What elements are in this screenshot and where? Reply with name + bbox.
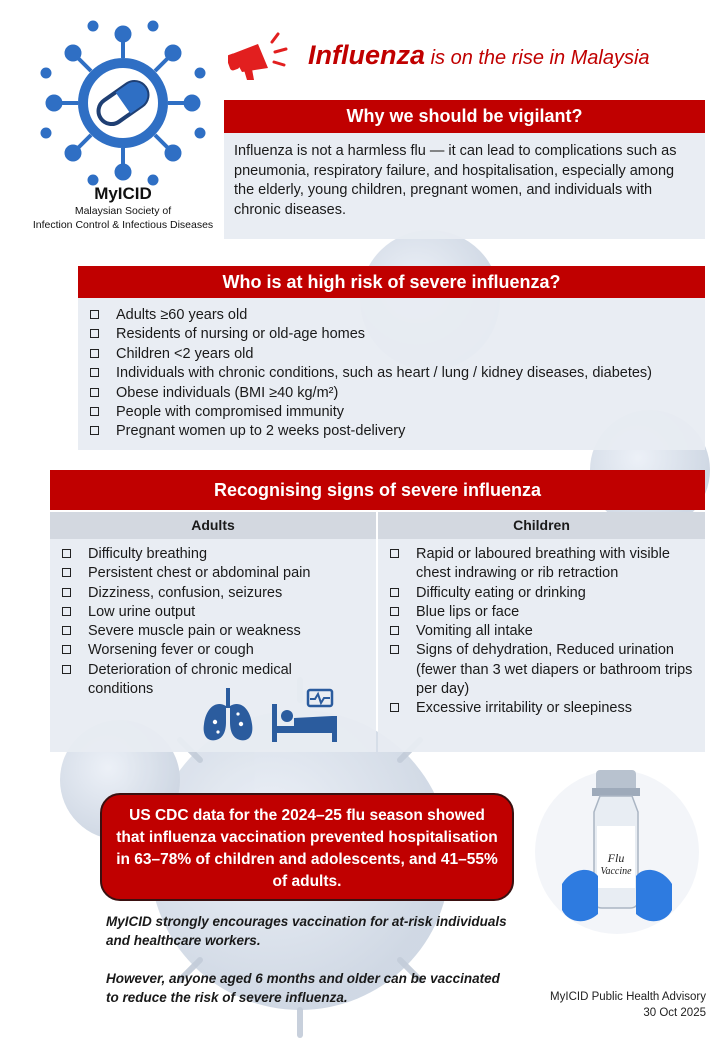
- encouragement-paragraph-1: MyICID strongly encourages vaccination for at-risk individuals and healthcare workers.: [106, 914, 507, 948]
- checkbox-icon: [390, 626, 399, 635]
- list-item: Children <2 years old: [88, 345, 705, 364]
- list-item: Signs of dehydration, Reduced urination (fewer than 3 wet diapers or bathroom trips per day): [388, 641, 705, 699]
- vigilant-heading: Why we should be vigilant?: [224, 100, 705, 133]
- high-risk-list: [78, 298, 705, 450]
- title-rest: is on the rise in Malaysia: [425, 47, 650, 69]
- checkbox-icon: [62, 665, 71, 674]
- list-item: People with compromised immunity: [88, 403, 705, 422]
- vigilant-body: Influenza is not a harmless flu — it can lead to complications such as pneumonia, respiratory failure, and hospitalisation, especially among the elderly, young children, pregnant women, and individuals with chronic diseases.: [224, 133, 705, 239]
- list-item: Adults ≥60 years old: [88, 306, 705, 325]
- checkbox-icon: [90, 329, 99, 338]
- list-item: Severe muscle pain or weakness: [60, 622, 376, 641]
- checkbox-icon: [390, 645, 399, 654]
- checkbox-icon: [62, 588, 71, 597]
- checkbox-icon: [90, 368, 99, 377]
- footer-date: 30 Oct 2025: [643, 1007, 706, 1019]
- checkbox-icon: [390, 607, 399, 616]
- flu-vaccine-vial-illustration: [518, 764, 716, 934]
- encouragement-paragraph-2: However, anyone aged 6 months and older can be vaccinated to reduce the risk of severe influenza.: [106, 971, 500, 1005]
- list-item: Obese individuals (BMI ≥40 kg/m²): [88, 384, 705, 403]
- signs-heading: Recognising signs of severe influenza: [50, 470, 705, 510]
- signs-table: [50, 512, 705, 752]
- adults-header: Adults: [50, 512, 376, 539]
- checkbox-icon: [62, 549, 71, 558]
- hospital-bed-icon: [272, 690, 337, 742]
- high-risk-heading: Who is at high risk of severe influenza?: [78, 266, 705, 298]
- children-header: Children: [378, 512, 705, 539]
- list-item: Difficulty eating or drinking: [388, 584, 705, 603]
- myicid-logo: [28, 18, 218, 250]
- checkbox-icon: [90, 310, 99, 319]
- list-item: Worsening fever or cough: [60, 641, 376, 660]
- list-item: Difficulty breathing: [60, 545, 376, 564]
- children-column: [378, 512, 705, 752]
- checkbox-icon: [62, 645, 71, 654]
- list-item: Pregnant women up to 2 weeks post-delivery: [88, 422, 705, 441]
- logo-name: MyICID: [94, 184, 152, 203]
- checkbox-icon: [90, 388, 99, 397]
- list-item: Vomiting all intake: [388, 622, 705, 641]
- list-item: Excessive irritability or sleepiness: [388, 699, 705, 718]
- list-item: Deterioration of chronic medical conditions: [60, 661, 376, 700]
- lungs-icon: [204, 688, 253, 740]
- list-item: Dizziness, confusion, seizures: [60, 584, 376, 603]
- logo-virus-pill-icon: [38, 18, 208, 188]
- list-item: Individuals with chronic conditions, such as heart / lung / kidney diseases, diabetes): [88, 364, 705, 383]
- logo-org-line1: Malaysian Society of: [74, 205, 172, 217]
- checkbox-icon: [62, 607, 71, 616]
- megaphone-icon: [228, 32, 292, 82]
- checkbox-icon: [62, 568, 71, 577]
- advisory-footer: [500, 989, 706, 1021]
- title-keyword: Influenza: [308, 40, 426, 70]
- checkbox-icon: [390, 549, 399, 558]
- vial-label-line2: Vaccine: [600, 866, 632, 877]
- vial-label-line1: Flu: [607, 851, 625, 865]
- logo-org-line2: Infection Control & Infectious Diseases: [32, 219, 214, 231]
- checkbox-icon: [62, 626, 71, 635]
- checkbox-icon: [390, 703, 399, 712]
- illness-icons: [202, 686, 342, 744]
- checkbox-icon: [90, 407, 99, 416]
- list-item: Low urine output: [60, 603, 376, 622]
- list-item: Rapid or laboured breathing with visible chest indrawing or rib retraction: [388, 545, 705, 584]
- vaccination-encouragement: [106, 912, 516, 1007]
- list-item: Persistent chest or abdominal pain: [60, 564, 376, 583]
- footer-source: MyICID Public Health Advisory: [550, 991, 706, 1003]
- checkbox-icon: [90, 426, 99, 435]
- list-item: Blue lips or face: [388, 603, 705, 622]
- list-item: Residents of nursing or old-age homes: [88, 325, 705, 344]
- page-title: [228, 32, 708, 82]
- checkbox-icon: [90, 349, 99, 358]
- cdc-data-callout: US CDC data for the 2024–25 flu season showed that influenza vaccination prevented hospitalisation in 63–78% of children and adolescents, and 41–55% of adults.: [100, 793, 514, 901]
- checkbox-icon: [390, 588, 399, 597]
